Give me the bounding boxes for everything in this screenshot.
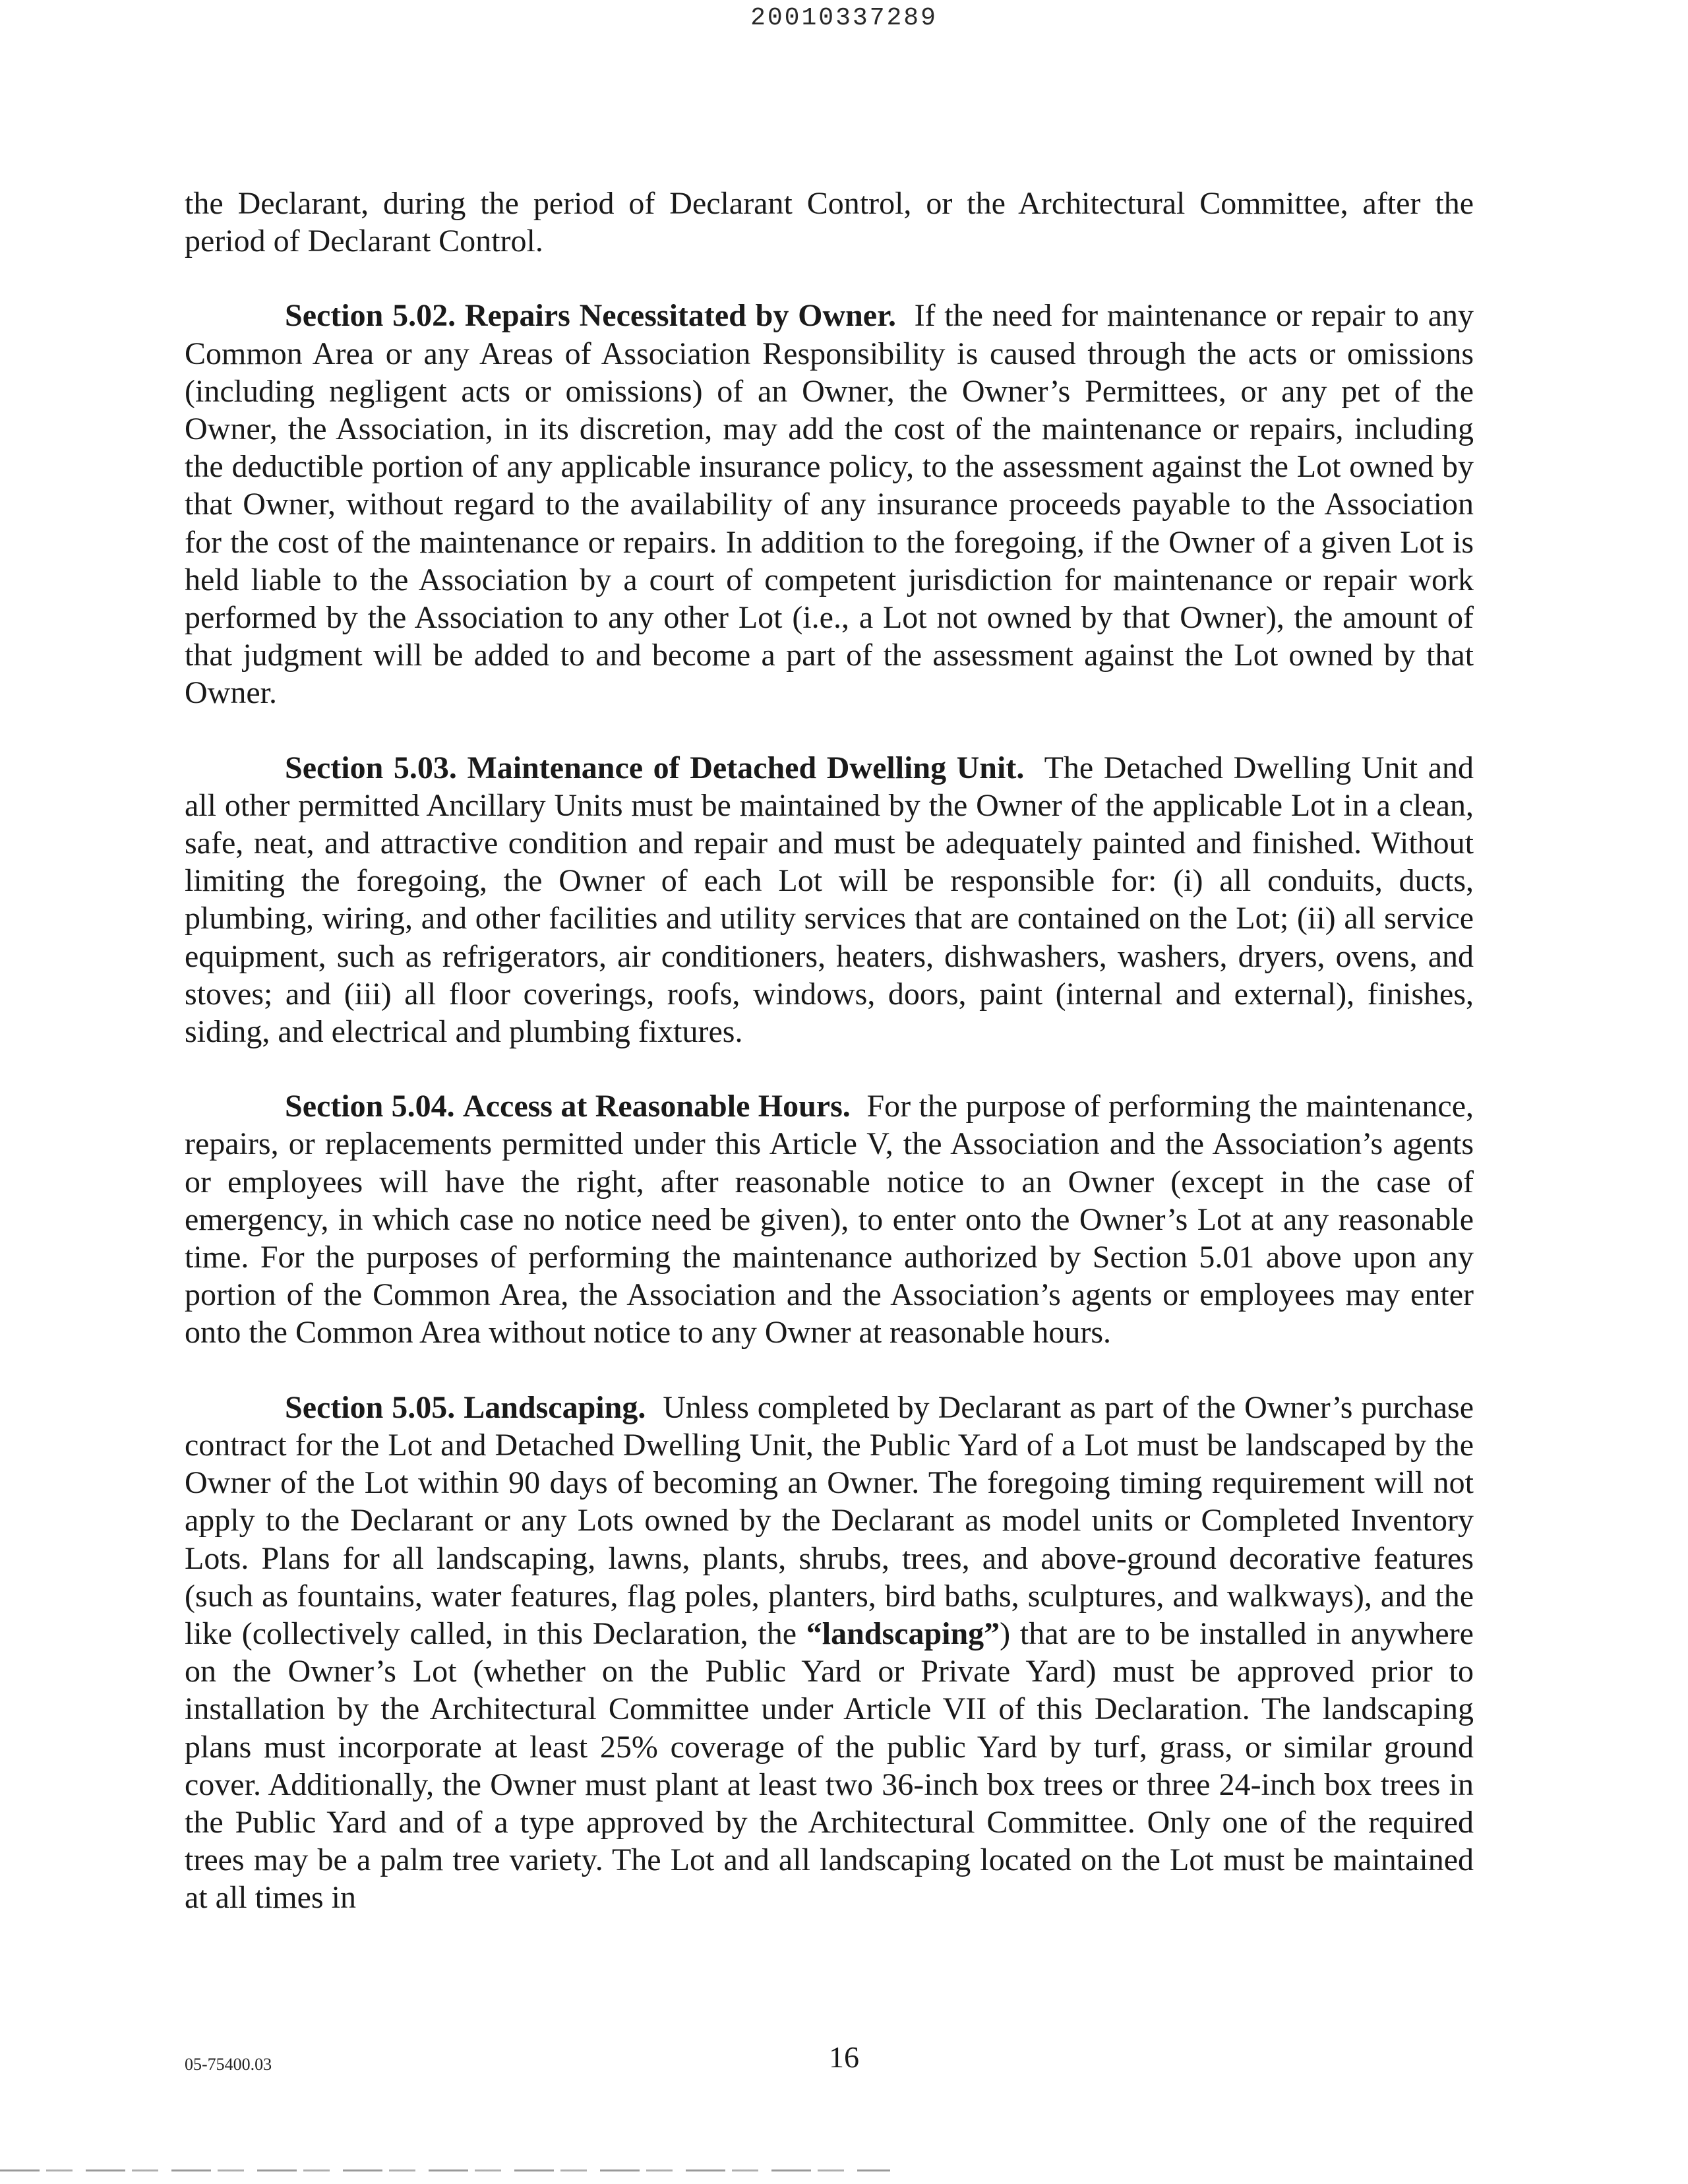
document-id-header: 20010337289	[750, 4, 938, 32]
section-number: Section 5.03.	[285, 750, 457, 785]
section-number: Section 5.04.	[285, 1089, 455, 1124]
section-5-03	[185, 749, 1474, 1051]
document-code: 05-75400.03	[185, 2055, 272, 2074]
section-text: For the purpose of performing the maintenance, repairs, or replacements permitted under this Article V, the Association and the Association’s agents or employees will have the right, after reasonable notice to an Owner (except in the case of emergency, in which case no notice need be given), to enter onto the Owner’s Lot at any reasonable time. For the purposes of performing the maintenance authorized by Section 5.01 above upon any portion of the Common Area, the Association and the Association’s agents or employees may enter onto the Common Area without notice to any Owner at reasonable hours.	[185, 1089, 1474, 1350]
scan-artifact-line	[0, 2169, 890, 2171]
section-title-period: .	[638, 1389, 646, 1425]
section-text: The Detached Dwelling Unit and all other permitted Ancillary Units must be maintained by the Owner of the applicable Lot in a clean, safe, neat, and attractive condition and repair and must be adequately painted and finished. Without limiting the foregoing, the Owner of each Lot will be responsible for: (i) all conduits, ducts, plumbing, wiring, and other facilities and utility services that are contained on the Lot; (ii) all service equipment, such as refrigerators, air conditioners, heaters, dishwashers, washers, dryers, ovens, and stoves; and (iii) all floor coverings, roofs, windows, doors, paint (internal and external), finishes, siding, and electrical and plumbing fixtures.	[185, 750, 1474, 1050]
section-text: If the need for maintenance or repair to any Common Area or any Areas of Association Responsibility is caused through the acts or omissions (including negligent acts or omissions) of an Owner, the Owner’s Permittees, or any pet of the Owner, the Association, in its discretion, may add the cost of the maintenance or repairs, including the deductible portion of any applicable insurance policy, to the assessment against the Lot owned by that Owner, without regard to the availability of any insurance proceeds payable to the Association for the cost of the maintenance or repairs. In addition to the foregoing, if the Owner of a given Lot is held liable to the Association by a court of competent jurisdiction for maintenance or repair work performed by the Association to any other Lot (i.e., a Lot not owned by that Owner), the amount of that judgment will be added to and become a part of the assessment against the Lot owned by that Owner.	[185, 298, 1474, 711]
section-5-05	[185, 1389, 1474, 1917]
section-title-period: .	[842, 1089, 851, 1124]
section-5-04	[185, 1087, 1474, 1351]
section-title-period: .	[1016, 750, 1025, 785]
section-text-before: Unless completed by Declarant as part of the Owner’s purchase contract for the Lot and Detached Dwelling Unit, the Public Yard of a Lot must be landscaped by the Owner of the Lot within 90 days of becoming an Owner. The foregoing timing requirement will not apply to the Declarant or any Lots owned by the Declarant as model units or Completed Inventory Lots. Plans for all landscaping, lawns, plants, shrubs, trees, and above-ground decorative features (such as fountains, water features, flag poles, planters, bird baths, sculptures, and walkways), and the like (collectively called, in this Declaration, the	[185, 1389, 1474, 1651]
section-title-period: .	[888, 298, 897, 334]
continued-paragraph: the Declarant, during the period of Declarant Control, or the Architectural Committee, after the period of Declarant Control.	[185, 186, 1474, 259]
document-body	[185, 185, 1474, 1954]
section-title: Maintenance of Detached Dwelling Unit	[467, 750, 1017, 785]
section-title: Repairs Necessitated by Owner	[464, 298, 889, 334]
section-number: Section 5.02.	[285, 298, 456, 334]
section-title: Landscaping	[464, 1389, 638, 1425]
section-number: Section 5.05.	[285, 1389, 456, 1425]
page-number: 16	[829, 2040, 859, 2074]
section-5-02	[185, 297, 1474, 712]
defined-term: “landscaping”	[806, 1616, 1000, 1651]
section-title: Access at Reasonable Hours	[463, 1089, 843, 1124]
section-text-after: ) that are to be installed in anywhere on the Owner’s Lot (whether on the Public Yard or Private Yard) must be approved prior to installation by the Architectural Committee under Article VII of this Declaration. The landscaping plans must incorporate at least 25% coverage of the public Yard by turf, grass, or similar ground cover. Additionally, the Owner must plant at least two 36-inch box trees or three 24-inch box trees in the Public Yard and of a type approved by the Architectural Committee. Only one of the required trees may be a palm tree variety. The Lot and all landscaping located on the Lot must be maintained at all times in	[185, 1616, 1474, 1916]
